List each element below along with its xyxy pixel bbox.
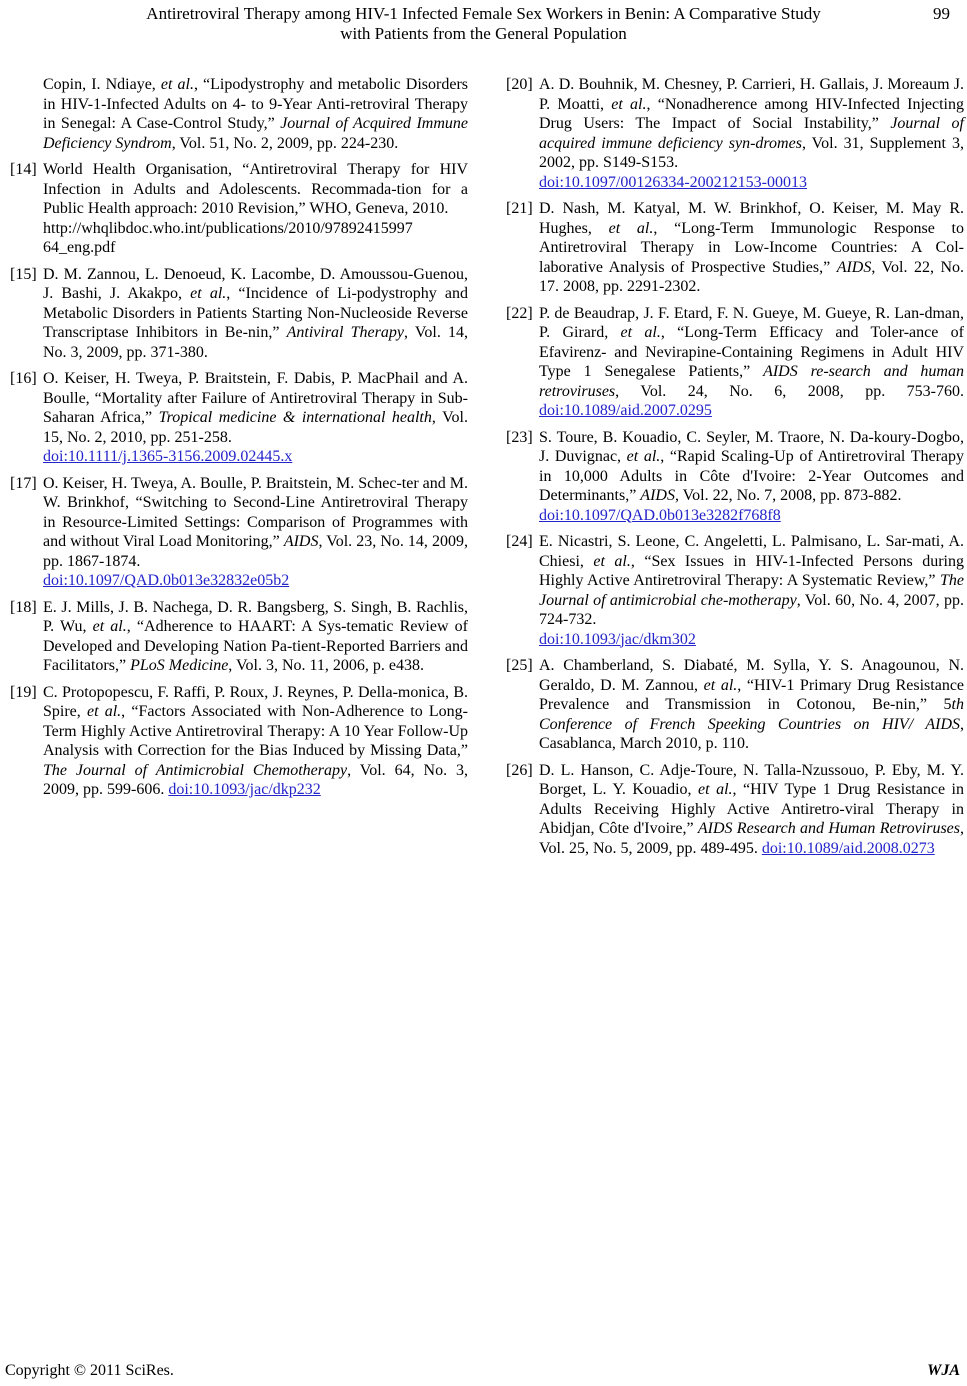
reference-number: [25] [506, 657, 533, 674]
reference-text-segment: C. Protopopescu, F. Raffi, P. Roux, J. Reynes, P. Della-monica, B. Spire, [43, 683, 468, 720]
reference-text-segment: , Vol. 24, No. 6, 2008, pp. 753-760. [615, 382, 964, 400]
reference-text-segment: , “Nonadherence among HIV-Infected Injecting Drug Users: The Impact of Social Instability,” [539, 95, 965, 132]
reference-text-segment: , Vol. 15, No. 2, 2010, pp. 251-258. [43, 409, 469, 446]
reference-text [43, 684, 468, 799]
reference-number: [14] [10, 161, 37, 178]
page-footer [5, 1362, 960, 1380]
reference-text-segment: P. de Beaudrap, J. F. Etard, F. N. Gueye, M. Gueye, R. Lan-dman, P. Girard, [539, 304, 964, 341]
reference-text-segment: http://whqlibdoc.who.int/publications/2010/97892415997 [43, 219, 413, 237]
reference-text [539, 305, 964, 420]
reference-text [43, 599, 468, 675]
reference-entry [506, 532, 964, 649]
reference-text-segment: O. Keiser, H. Tweya, P. Braitstein, F. Dabis, P. MacPhail and A. Boulle, “Mortality after Failure of Antiretroviral Therapy in Sub-Saharan Africa,” [43, 370, 468, 426]
reference-entry [10, 265, 468, 363]
italic-journal-or-etal-text: et al. [160, 76, 194, 93]
reference-text [43, 475, 468, 590]
reference-text [539, 200, 964, 295]
reference-text [539, 762, 964, 857]
references-column-left [10, 75, 468, 865]
journal-abbreviation: WJA [927, 1362, 960, 1379]
running-title-line2: with Patients from the General Population [340, 24, 627, 43]
doi-link[interactable]: doi:10.1097/QAD.0b013e32832e05b2 [43, 572, 290, 589]
reference-text-segment: A. D. Bouhnik, M. Chesney, P. Carrieri, H. Gallais, J. Moreaum J. P. Moatti, [539, 76, 964, 113]
reference-number: [26] [506, 761, 533, 779]
reference-text [43, 161, 468, 256]
reference-text-segment: 64_eng.pdf [43, 239, 116, 256]
reference-text-segment: , “HIV-1 Primary Drug Resistance Prevalence and Transmission in Cotonou, Be-nin,” 5 [539, 676, 965, 713]
copyright-text: Copyright © 2011 SciRes. [5, 1362, 174, 1379]
reference-text-segment: , Vol. 64, No. 3, 2009, pp. 599-606. [43, 761, 468, 798]
reference-number: [18] [10, 598, 37, 616]
reference-text-segment: D. L. Hanson, C. Adje-Toure, N. Talla-Nzussouo, P. Eby, M. Y. Borget, L. Y. Kouadio, [539, 761, 964, 798]
reference-text-segment: , Casablanca, March 2010, p. 110. [539, 715, 964, 752]
reference-text-segment: , Vol. 25, No. 5, 2009, pp. 489-495. [539, 820, 965, 857]
reference-text [539, 657, 964, 752]
reference-entry [10, 369, 468, 467]
doi-link[interactable]: doi:10.1093/jac/dkp232 [168, 781, 321, 798]
italic-journal-or-etal-text: The Journal of Antimicrobial Chemotherapy [43, 761, 348, 779]
reference-text-segment: , “Incidence of Li-podystrophy and Metabolic Disorders in Patients Starting Non-Nucleoside Reverse Transcriptase Inhibitors in Be-nin,” [43, 285, 469, 341]
reference-text-segment: O. Keiser, H. Tweya, A. Boulle, P. Braitstein, M. Schec-ter and M. W. Brinkhof, “Switching to Second-Line Antiretroviral Therapy in Resource-Limited Settings: Comparison of Programmes with and without Viral Load Monitoring,” [43, 474, 468, 550]
italic-journal-or-etal-text: et al. [611, 95, 647, 113]
reference-number: [15] [10, 265, 37, 283]
reference-text-segment: , “Lipodystrophy and metabolic Disorders in HIV-1-Infected Adults on 4- to 9-Year Anti-retroviral Therapy in Senegal: A Case-Control Study,” [43, 76, 468, 132]
reference-text-segment: , “Long-Term Efficacy and Toler-ance of Efavirenz- and Nevirapine-Containing Regimens in Adult HIV Type 1 Senegalese Patients,” [539, 324, 964, 380]
reference-text-segment: , Vol. 23, No. 14, 2009, pp. 1867-1874. [43, 533, 469, 570]
reference-entry [506, 656, 964, 754]
reference-entry [10, 160, 468, 258]
reference-entry [506, 75, 964, 192]
italic-journal-or-etal-text: et al. [703, 676, 738, 694]
italic-journal-or-etal-text: Journal of Acquired Immune Deficiency Syndrom [43, 115, 468, 152]
italic-journal-or-etal-text: PLoS Medicine [130, 657, 229, 674]
references-column-right [506, 75, 964, 865]
italic-journal-or-etal-text: Tropical medicine & international health [158, 409, 432, 426]
reference-text-segment: , “Rapid Scaling-Up of Antiretroviral Therapy in 10,000 Adults in Côte d'Ivoire: 2-Year Outcomes and Determinants,” [539, 448, 964, 504]
reference-text [43, 266, 468, 361]
doi-link[interactable]: doi:10.1089/aid.2008.0273 [761, 839, 935, 857]
italic-journal-or-etal-text: AIDS [640, 487, 675, 504]
italic-journal-or-etal-text: AIDS [836, 258, 872, 276]
reference-number: [21] [506, 200, 533, 217]
reference-text [43, 76, 468, 152]
doi-link[interactable]: doi:10.1097/QAD.0b013e3282f768f8 [539, 506, 781, 524]
italic-journal-or-etal-text: et al. [698, 781, 733, 798]
reference-number: [23] [506, 428, 533, 446]
italic-journal-or-etal-text: et al. [608, 219, 654, 237]
italic-journal-or-etal-text: et al. [92, 618, 127, 635]
doi-link[interactable]: doi:10.1093/jac/dkm302 [539, 630, 696, 648]
running-header [0, 4, 967, 44]
reference-text-segment: E. J. Mills, J. B. Nachega, D. R. Bangsberg, S. Singh, B. Rachlis, P. Wu, [43, 598, 468, 635]
running-title-line1: Antiretroviral Therapy among HIV-1 Infected Female Sex Workers in Benin: A Comparative Study [146, 4, 821, 23]
reference-text-segment: D. M. Zannou, L. Denoeud, K. Lacombe, D. Amoussou-Guenou, J. Bashi, J. Akakpo, [43, 265, 468, 302]
italic-journal-or-etal-text: Antiviral Therapy [286, 324, 404, 341]
reference-entry [10, 683, 468, 800]
doi-link[interactable]: doi:10.1089/aid.2007.0295 [539, 402, 712, 419]
reference-text-segment: , “Factors Associated with Non-Adherence to Long-Term Highly Active Antiretroviral Therapy: A 10 Year Follow-Up Analysis with Correction for the Bias Induced by Missing Data,” [43, 703, 468, 759]
reference-text-segment: , “Long-Term Immunologic Response to Antiretroviral Therapy in Low-Income Countries: A Col-laborative Analysis of Prospective Studies,” [539, 219, 965, 276]
reference-number: [20] [506, 76, 533, 93]
reference-text-segment: , Vol. 3, No. 11, 2006, p. e438. [228, 657, 425, 674]
reference-text-segment: World Health Organisation, “Antiretroviral Therapy for HIV Infection in Adults and Adolescents. Recommada-tion for a Public Health approach: 2010 Revision,” WHO, Geneva, 2010. [43, 161, 468, 217]
italic-journal-or-etal-text: Journal of acquired immune deficiency syn-dromes [539, 115, 964, 152]
reference-text-segment: Copin, I. Ndiaye, [43, 76, 161, 93]
reference-text [43, 370, 468, 465]
reference-entry [10, 598, 468, 676]
reference-text-segment: , “Sex Issues in HIV-1-Infected Persons during Highly Active Antiretroviral Therapy: A Systematic Review,” [539, 552, 964, 589]
reference-text [539, 533, 964, 648]
reference-text [539, 429, 964, 524]
italic-journal-or-etal-text: et al. [620, 324, 661, 341]
reference-entry [506, 199, 964, 297]
doi-link[interactable]: doi:10.1097/00126334-200212153-00013 [539, 173, 807, 191]
reference-number: [24] [506, 533, 533, 550]
reference-text-segment: , Vol. 51, No. 2, 2009, pp. 224-230. [171, 134, 399, 152]
reference-text-segment: , Vol. 60, No. 4, 2007, pp. 724-732. [539, 591, 964, 628]
references-section [10, 75, 964, 865]
reference-number: [19] [10, 683, 37, 701]
reference-entry [10, 474, 468, 591]
reference-text-segment: , “HIV Type 1 Drug Resistance in Adults Receiving Highly Active Antiretro-viral Therapy in Abidjan, Côte d'Ivoire,” [539, 781, 964, 837]
reference-text [539, 76, 964, 191]
reference-text-segment: , “Adherence to HAART: A Sys-tematic Review of Developed and Developing Nation Pa-tient-Reported Barriers and Facilitators,” [43, 618, 469, 674]
reference-text-segment: , Vol. 22, No. 17. 2008, pp. 2291-2302. [539, 258, 965, 295]
italic-journal-or-etal-text: et al. [626, 448, 661, 465]
italic-journal-or-etal-text: th Conference of French Speeking Countries on HIV/ AIDS [539, 696, 964, 733]
reference-text-segment: E. Nicastri, S. Leone, C. Angeletti, L. Palmisano, L. Sar-mati, A. Chiesi, [539, 533, 964, 570]
italic-journal-or-etal-text: AIDS [283, 533, 319, 550]
reference-entry [506, 304, 964, 421]
italic-journal-or-etal-text: et al. [86, 703, 122, 720]
italic-journal-or-etal-text: et al. [190, 285, 227, 302]
reference-text-segment: A. Chamberland, S. Diabaté, M. Sylla, Y. S. Anagounou, N. Geraldo, D. M. Zannou, [539, 657, 964, 694]
page-number: 99 [933, 4, 950, 23]
reference-number: [16] [10, 370, 37, 387]
reference-text-segment: S. Toure, B. Kouadio, C. Seyler, M. Traore, N. Da-koury-Dogbo, J. Duvignac, [539, 428, 964, 465]
italic-journal-or-etal-text: The Journal of antimicrobial che-motherapy [539, 572, 964, 609]
italic-journal-or-etal-text: et al. [593, 552, 631, 570]
italic-journal-or-etal-text: AIDS re-search and human retroviruses [539, 363, 964, 400]
italic-journal-or-etal-text: AIDS Research and Human Retroviruses [697, 820, 961, 837]
reference-text-segment: , Vol. 14, No. 3, 2009, pp. 371-380. [43, 324, 468, 361]
reference-text-segment: , Vol. 31, Supplement 3, 2002, pp. S149-S153. [539, 134, 964, 171]
reference-number: [22] [506, 304, 533, 322]
reference-text-segment: , Vol. 22, No. 7, 2008, pp. 873-882. [674, 487, 902, 504]
doi-link[interactable]: doi:10.1111/j.1365-3156.2009.02445.x [43, 448, 293, 465]
reference-entry [506, 428, 964, 526]
reference-entry [10, 75, 468, 153]
reference-number: [17] [10, 474, 37, 492]
reference-text-segment: D. Nash, M. Katyal, M. W. Brinkhof, O. Keiser, M. May R. Hughes, [539, 200, 964, 237]
reference-entry [506, 761, 964, 859]
